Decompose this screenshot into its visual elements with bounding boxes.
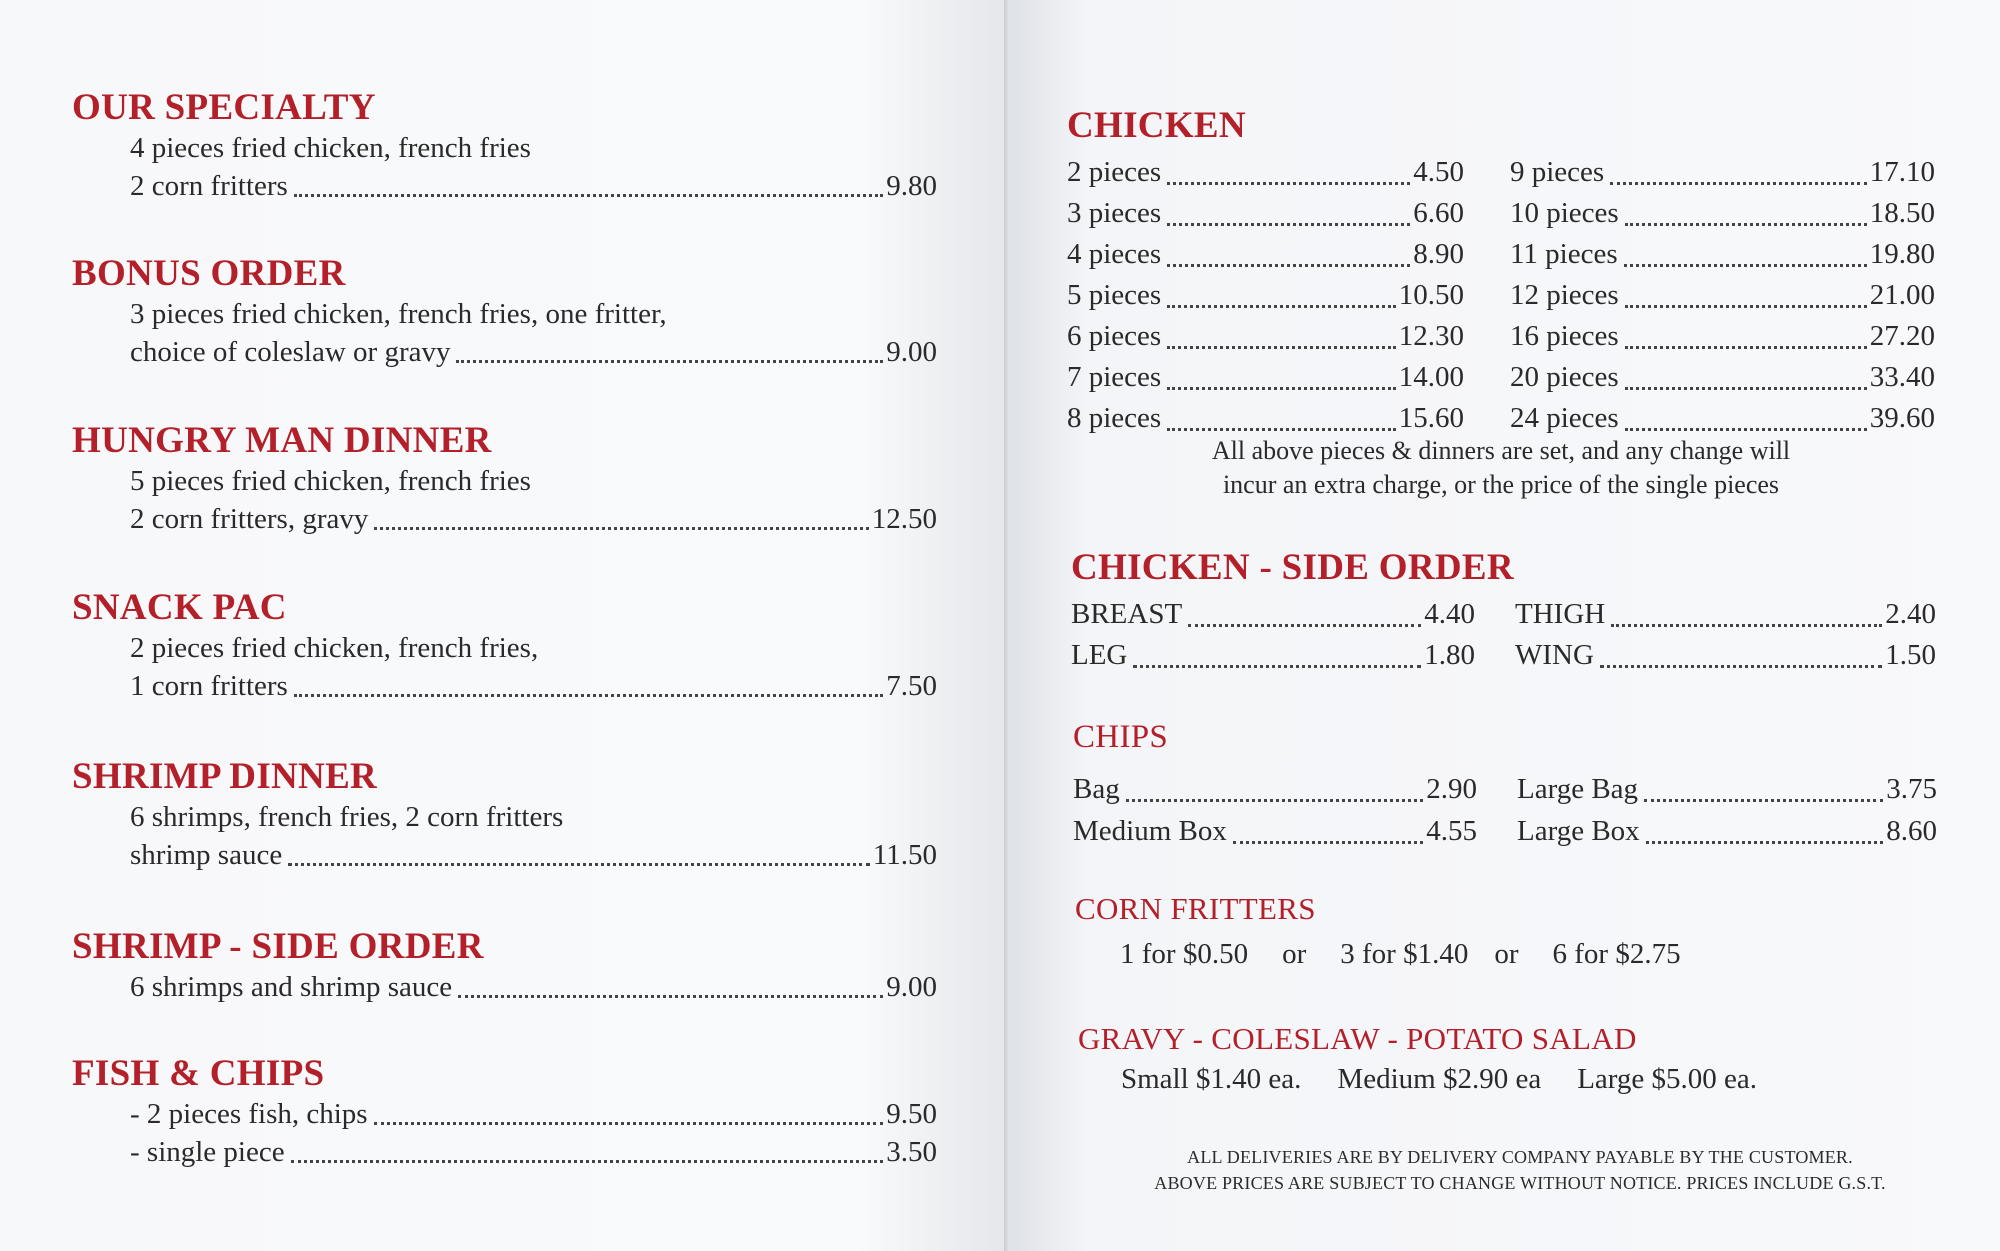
- item-label: Large Bag: [1517, 773, 1639, 805]
- item-description: 5 pieces fried chicken, french fries: [130, 465, 531, 497]
- price-row: [1073, 810, 1477, 852]
- section-title: SHRIMP - SIDE ORDER: [72, 926, 484, 967]
- leader-dots: [1625, 300, 1867, 308]
- price-row: [1067, 357, 1464, 398]
- leader-dots: [294, 189, 883, 197]
- chicken-side-column-1: [1071, 594, 1475, 676]
- price-row: [1071, 635, 1475, 676]
- section-title: OUR SPECIALTY: [72, 87, 376, 128]
- leader-dots: [1625, 341, 1867, 349]
- item-label: THIGH: [1515, 598, 1606, 630]
- leader-dots: [1625, 382, 1867, 390]
- price-row: [130, 167, 937, 205]
- item-price: 6.60: [1413, 197, 1464, 229]
- item-price: 4.55: [1426, 815, 1477, 847]
- item-price: 15.60: [1398, 402, 1464, 434]
- item-label: WING: [1515, 639, 1594, 671]
- price-row: [1517, 768, 1937, 810]
- item-label: 5 pieces: [1067, 279, 1162, 311]
- item-price: 33.40: [1869, 361, 1935, 393]
- leader-dots: [458, 990, 883, 998]
- leader-dots: [1188, 619, 1421, 627]
- price-row: [1510, 275, 1935, 316]
- snack-section: [72, 586, 937, 705]
- leader-dots: [1167, 341, 1396, 349]
- item-label: 4 pieces: [1067, 238, 1162, 270]
- price-row: [1073, 768, 1477, 810]
- chicken-title: CHICKEN: [1067, 105, 1246, 146]
- specialty-section: [72, 86, 937, 205]
- footer-line: ALL DELIVERIES ARE BY DELIVERY COMPANY PAYABLE BY THE CUSTOMER.: [1187, 1147, 1853, 1167]
- leader-dots: [1167, 382, 1396, 390]
- item-label: 12 pieces: [1510, 279, 1619, 311]
- price-row: [130, 1133, 937, 1171]
- item-price: 4.40: [1424, 598, 1475, 630]
- item-description: 2 corn fritters, gravy: [130, 503, 369, 535]
- price-row: [130, 500, 937, 538]
- leader-dots: [1126, 794, 1424, 802]
- item-description: 1 corn fritters: [130, 670, 288, 702]
- item-label: Medium Box: [1073, 815, 1227, 847]
- price-row: [1510, 357, 1935, 398]
- gravy-title: GRAVY - COLESLAW - POTATO SALAD: [1078, 1021, 1637, 1056]
- item-label: 11 pieces: [1510, 238, 1618, 270]
- item-price: 1.50: [1885, 639, 1936, 671]
- price-row: [130, 667, 937, 705]
- item-price: 8.90: [1413, 238, 1464, 270]
- leader-dots: [1625, 218, 1867, 226]
- price-row: [130, 968, 937, 1006]
- shrimp-dinner-section: [72, 755, 937, 874]
- leader-dots: [374, 522, 868, 530]
- fritters-prices: [1120, 938, 1681, 971]
- price-row: [1517, 810, 1937, 852]
- item-label: 24 pieces: [1510, 402, 1619, 434]
- price-row: [1067, 316, 1464, 357]
- fritter-price: 1 for $0.50: [1120, 938, 1249, 970]
- note-line: All above pieces & dinners are set, and any change will: [1211, 436, 1791, 465]
- item-price: 18.50: [1869, 197, 1935, 229]
- item-price: 9.50: [886, 1098, 937, 1130]
- item-price: 21.00: [1869, 279, 1935, 311]
- size-price: Small $1.40 ea.: [1121, 1063, 1302, 1095]
- item-description: - 2 pieces fish, chips: [130, 1098, 368, 1130]
- section-title: SHRIMP DINNER: [72, 756, 378, 797]
- leader-dots: [1646, 836, 1884, 844]
- item-description: 3 pieces fried chicken, french fries, one fritter,: [130, 298, 667, 330]
- price-row: [1067, 152, 1464, 193]
- price-row: [1067, 234, 1464, 275]
- item-price: 9.00: [886, 971, 937, 1003]
- size-price: Medium $2.90 ea: [1337, 1063, 1542, 1095]
- item-description: 6 shrimps, french fries, 2 corn fritters: [130, 801, 564, 833]
- leader-dots: [1167, 300, 1396, 308]
- item-description: 2 corn fritters: [130, 170, 288, 202]
- leader-dots: [1167, 218, 1410, 226]
- item-label: LEG: [1071, 639, 1128, 671]
- section-title: FISH & CHIPS: [72, 1053, 325, 1094]
- leader-dots: [1600, 660, 1882, 668]
- price-row: [1515, 594, 1936, 635]
- item-price: 9.80: [886, 170, 937, 202]
- price-row: [1067, 275, 1464, 316]
- chicken-column-1: [1067, 152, 1464, 439]
- item-label: 2 pieces: [1067, 156, 1162, 188]
- leader-dots: [294, 689, 883, 697]
- leader-dots: [1625, 423, 1867, 431]
- section-title: SNACK PAC: [72, 587, 287, 628]
- item-label: 20 pieces: [1510, 361, 1619, 393]
- leader-dots: [1167, 423, 1396, 431]
- leader-dots: [1167, 177, 1410, 185]
- price-row: [1510, 193, 1935, 234]
- fritter-price: 6 for $2.75: [1552, 938, 1681, 970]
- item-description: 2 pieces fried chicken, french fries,: [130, 632, 539, 664]
- item-label: 8 pieces: [1067, 402, 1162, 434]
- hungry-section: [72, 419, 937, 538]
- item-price: 12.50: [871, 503, 937, 535]
- item-label: 9 pieces: [1510, 156, 1605, 188]
- item-price: 2.90: [1426, 773, 1477, 805]
- leader-dots: [288, 858, 870, 866]
- leader-dots: [374, 1117, 884, 1125]
- item-label: Bag: [1073, 773, 1120, 805]
- fish-section: [72, 1052, 937, 1171]
- leader-dots: [1624, 259, 1867, 267]
- item-price: 1.80: [1424, 639, 1475, 671]
- item-description: 6 shrimps and shrimp sauce: [130, 971, 453, 1003]
- item-price: 27.20: [1869, 320, 1935, 352]
- price-row: [1510, 316, 1935, 357]
- right-page: [1010, 0, 2000, 1251]
- item-price: 3.50: [886, 1136, 937, 1168]
- price-row: [130, 836, 937, 874]
- item-price: 17.10: [1869, 156, 1935, 188]
- leader-dots: [1233, 836, 1423, 844]
- item-label: Large Box: [1517, 815, 1640, 847]
- price-row: [1510, 234, 1935, 275]
- item-price: 9.00: [886, 336, 937, 368]
- price-row: [1510, 152, 1935, 193]
- shrimp-side-section: [72, 925, 937, 1006]
- item-price: 7.50: [886, 670, 937, 702]
- leader-dots: [1167, 259, 1410, 267]
- chicken-note: [1067, 434, 1935, 502]
- item-price: 14.00: [1398, 361, 1464, 393]
- bonus-section: [72, 252, 937, 371]
- price-row: [1067, 398, 1464, 439]
- price-row: [1510, 398, 1935, 439]
- item-price: 10.50: [1398, 279, 1464, 311]
- chicken-side-column-2: [1515, 594, 1936, 676]
- item-price: 2.40: [1885, 598, 1936, 630]
- item-price: 19.80: [1869, 238, 1935, 270]
- item-description: choice of coleslaw or gravy: [130, 336, 451, 368]
- item-label: BREAST: [1071, 598, 1183, 630]
- item-label: 16 pieces: [1510, 320, 1619, 352]
- footer-line: ABOVE PRICES ARE SUBJECT TO CHANGE WITHOUT NOTICE. PRICES INCLUDE G.S.T.: [1154, 1173, 1886, 1193]
- chips-column-1: [1073, 768, 1477, 852]
- section-title: HUNGRY MAN DINNER: [72, 420, 492, 461]
- size-price: Large $5.00 ea.: [1577, 1063, 1758, 1095]
- item-description: shrimp sauce: [130, 839, 283, 871]
- footer-notice: [1070, 1144, 1970, 1196]
- item-description: - single piece: [130, 1136, 285, 1168]
- chicken-side-title: CHICKEN - SIDE ORDER: [1071, 547, 1514, 588]
- price-row: [1067, 193, 1464, 234]
- leader-dots: [1611, 619, 1882, 627]
- price-row: [130, 1095, 937, 1133]
- leader-dots: [1133, 660, 1421, 668]
- price-row: [130, 333, 937, 371]
- item-price: 4.50: [1413, 156, 1464, 188]
- item-label: 6 pieces: [1067, 320, 1162, 352]
- item-description: 4 pieces fried chicken, french fries: [130, 132, 531, 164]
- item-label: 3 pieces: [1067, 197, 1162, 229]
- item-price: 8.60: [1886, 815, 1937, 847]
- chicken-column-2: [1510, 152, 1935, 439]
- chips-column-2: [1517, 768, 1937, 852]
- item-price: 12.30: [1398, 320, 1464, 352]
- leader-dots: [291, 1155, 884, 1163]
- item-price: 11.50: [872, 839, 937, 871]
- item-price: 39.60: [1869, 402, 1935, 434]
- price-row: [1515, 635, 1936, 676]
- leader-dots: [1644, 794, 1883, 802]
- or-text: or: [1494, 938, 1519, 970]
- item-price: 3.75: [1886, 773, 1937, 805]
- item-label: 7 pieces: [1067, 361, 1162, 393]
- leader-dots: [456, 355, 883, 363]
- chips-title: CHIPS: [1073, 719, 1169, 755]
- section-title: BONUS ORDER: [72, 253, 346, 294]
- leader-dots: [1610, 177, 1867, 185]
- item-label: 10 pieces: [1510, 197, 1619, 229]
- note-line: incur an extra charge, or the price of the single pieces: [1222, 470, 1780, 499]
- or-text: or: [1282, 938, 1307, 970]
- fritters-title: CORN FRITTERS: [1075, 891, 1316, 926]
- price-row: [1071, 594, 1475, 635]
- fritter-price: 3 for $1.40: [1340, 938, 1469, 970]
- gravy-prices: [1121, 1063, 1757, 1096]
